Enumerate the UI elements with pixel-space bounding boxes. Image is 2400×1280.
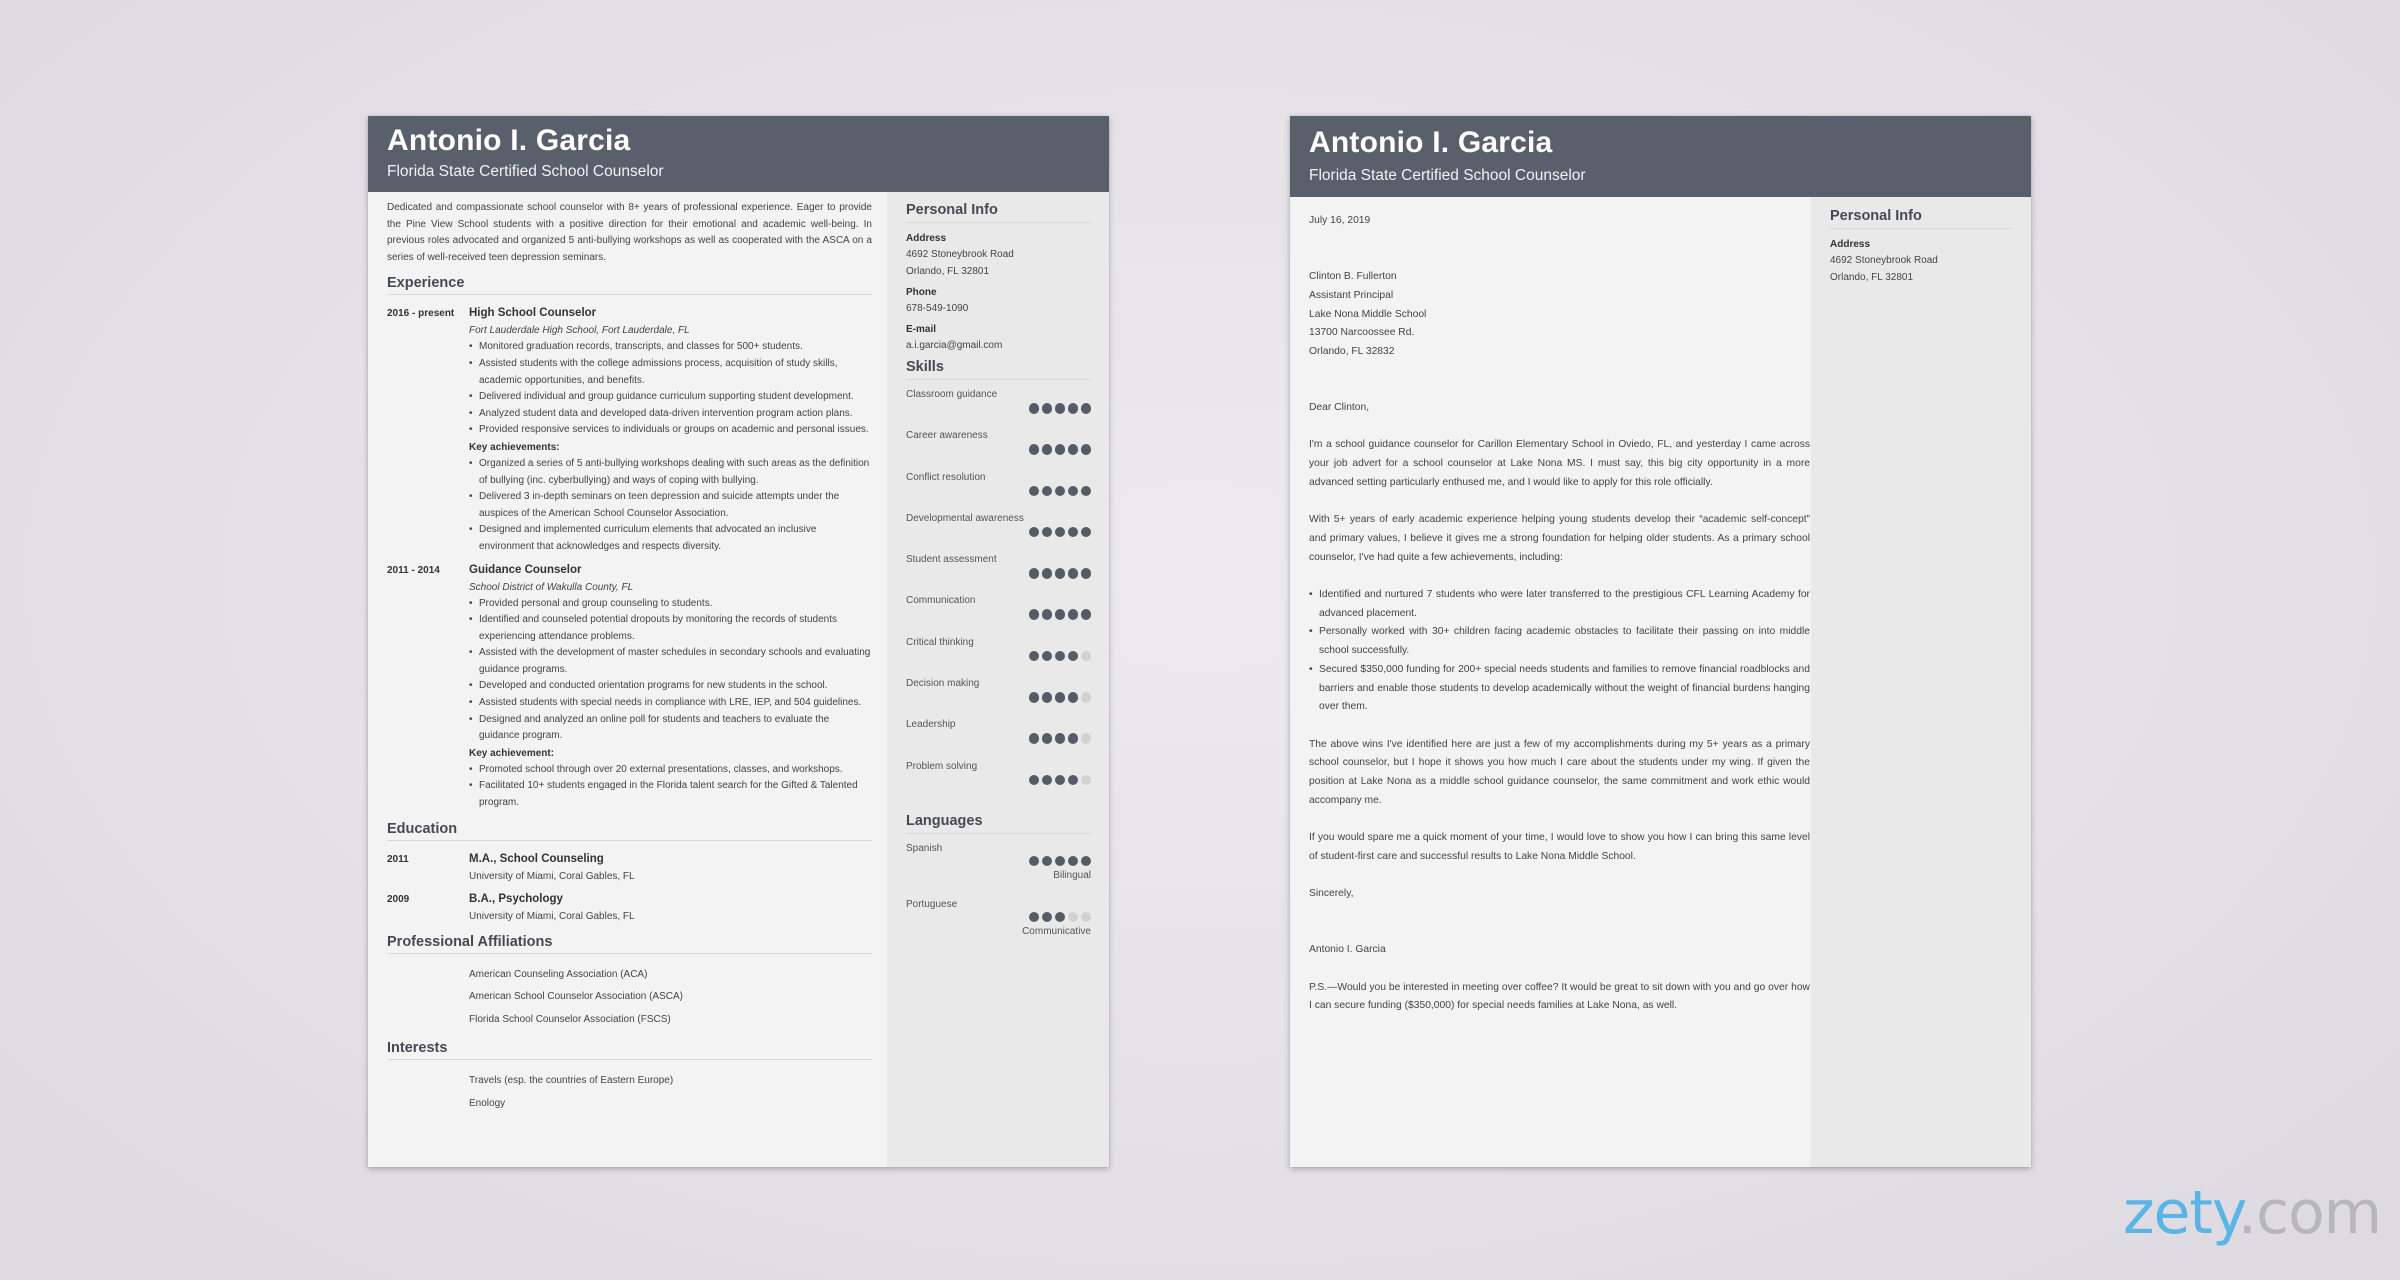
rating-dot-filled-icon bbox=[1055, 733, 1066, 744]
rating-dot-filled-icon bbox=[1042, 912, 1053, 923]
rating-dots bbox=[1029, 733, 1092, 744]
skill-item bbox=[906, 718, 1091, 759]
rating-dot-empty-icon bbox=[1081, 692, 1092, 703]
resume-title: Florida State Certified School Counselor bbox=[387, 163, 664, 180]
rating-dot-filled-icon bbox=[1068, 568, 1079, 579]
skill-name: Classroom guidance bbox=[906, 389, 998, 400]
achievement-item: • Personally worked with 30+ children facing academic obstacles to facilitate their passing on into middle school successfully. bbox=[1309, 623, 1810, 660]
rating-dot-filled-icon bbox=[1042, 775, 1053, 786]
signature: Antonio I. Garcia bbox=[1309, 944, 1386, 956]
duty-item: • Identified and counseled potential dropouts by monitoring the records of students experiencing attendance problems. bbox=[469, 612, 872, 645]
skill-name: Developmental awareness bbox=[906, 512, 1024, 524]
logo-part-zety: zety bbox=[2123, 1178, 2238, 1248]
recipient-position: Assistant Principal bbox=[1309, 289, 1394, 301]
achievements-list bbox=[1309, 586, 1810, 717]
phone-label: Phone bbox=[906, 287, 937, 298]
key-achievements bbox=[469, 762, 872, 812]
rating-dot-filled-icon bbox=[1068, 692, 1079, 703]
rating-dot-filled-icon bbox=[1081, 527, 1092, 538]
achievement-item: • Secured $350,000 funding for 200+ special needs students and families to remove financial roadblocks and barriers and enable those students to develop academically without the weight of financial burdens hanging over them. bbox=[1309, 661, 1810, 717]
closing: Sincerely, bbox=[1309, 888, 1354, 900]
address-line1: 4692 Stoneybrook Road bbox=[906, 249, 1014, 260]
rating-dot-filled-icon bbox=[1055, 568, 1066, 579]
rating-dot-filled-icon bbox=[1055, 651, 1066, 662]
rating-dot-filled-icon bbox=[1068, 403, 1079, 414]
rating-dots bbox=[1029, 651, 1092, 662]
rating-dot-filled-icon bbox=[1081, 444, 1092, 455]
greeting: Dear Clinton, bbox=[1309, 402, 1370, 413]
duty-item: • Provided responsive services to individuals or groups on academic and personal issues. bbox=[469, 422, 872, 439]
school: University of Miami, Coral Gables, FL bbox=[469, 910, 635, 922]
address-line2: Orlando, FL 32801 bbox=[906, 266, 990, 277]
languages-list bbox=[906, 842, 1091, 954]
affiliations-heading: Professional Affiliations bbox=[387, 934, 872, 954]
letter-date: July 16, 2019 bbox=[1309, 215, 1371, 226]
skill-item bbox=[906, 636, 1091, 677]
rating-dot-filled-icon bbox=[1081, 403, 1092, 414]
paragraph-intro: I'm a school guidance counselor for Carillon Elementary School in Oviedo, FL, and yesterday I came across your job advert for a school counselor at Lake Nona MS. I must say, this big city opportunity in a more advanced setting particularly enthused me, and I would like to apply for this role officially. bbox=[1309, 439, 1810, 488]
rating-dot-filled-icon bbox=[1029, 609, 1040, 620]
rating-dot-filled-icon bbox=[1042, 444, 1053, 455]
experience-heading: Experience bbox=[387, 275, 872, 295]
rating-dot-filled-icon bbox=[1029, 912, 1040, 923]
letter-header bbox=[1290, 116, 2031, 197]
job-entry bbox=[387, 562, 872, 812]
affiliation-item: American Counseling Association (ACA) bbox=[469, 968, 648, 980]
rating-dot-empty-icon bbox=[1081, 912, 1092, 923]
skill-item bbox=[906, 512, 1091, 553]
language-name: Portuguese bbox=[906, 898, 958, 910]
resume-summary: Dedicated and compassionate school counselor with 8+ years of professional experience. Eager to provide the Pine View School students with a positive direction for their emotional and academic well-being. In previous roles advocated and organized 5 anti-bullying workshops as well as cooperated with the ASCA on a series of well-received teen depression seminars. bbox=[387, 202, 872, 263]
key-achievements-heading: Key achievements: bbox=[469, 441, 560, 453]
phone-value: 678-549-1090 bbox=[906, 303, 969, 314]
education-entry bbox=[387, 851, 872, 885]
skill-name: Critical thinking bbox=[906, 636, 974, 648]
language-level: Communicative bbox=[1022, 925, 1091, 937]
paragraph-call-to-action: If you would spare me a quick moment of your time, I would love to show you how I can bring this same level of student-first care and successful results to Lake Nona Middle School. bbox=[1309, 832, 1810, 862]
skill-name: Problem solving bbox=[906, 760, 978, 772]
skill-name: Career awareness bbox=[906, 430, 988, 442]
rating-dot-empty-icon bbox=[1068, 912, 1079, 923]
key-achievements-heading: Key achievement: bbox=[469, 747, 555, 759]
duty-item: • Developed and conducted orientation programs for new students in the school. bbox=[469, 678, 872, 695]
skill-name: Communication bbox=[906, 595, 976, 607]
skill-item bbox=[906, 471, 1091, 512]
rating-dot-filled-icon bbox=[1042, 486, 1053, 497]
address-label: Address bbox=[906, 233, 947, 244]
rating-dot-filled-icon bbox=[1068, 486, 1079, 497]
rating-dot-filled-icon bbox=[1029, 775, 1040, 786]
recipient-street: 13700 Narcoossee Rd. bbox=[1309, 327, 1415, 339]
language-item bbox=[906, 842, 1091, 898]
rating-dot-filled-icon bbox=[1068, 733, 1079, 744]
skill-item bbox=[906, 677, 1091, 718]
skill-item bbox=[906, 594, 1091, 635]
rating-dot-filled-icon bbox=[1055, 486, 1066, 497]
rating-dot-filled-icon bbox=[1081, 486, 1092, 497]
rating-dot-filled-icon bbox=[1029, 444, 1040, 455]
language-name: Spanish bbox=[906, 842, 943, 854]
affiliation-item: Florida School Counselor Association (FSCS) bbox=[469, 1013, 671, 1025]
rating-dot-filled-icon bbox=[1068, 775, 1079, 786]
education-year: 2009 bbox=[387, 893, 410, 905]
skill-name: Student assessment bbox=[906, 554, 997, 566]
rating-dot-filled-icon bbox=[1042, 527, 1053, 538]
rating-dots bbox=[1029, 527, 1092, 538]
achievement-item: • Organized a series of 5 anti-bullying workshops dealing with such areas as the definition of bullying (inc. cyberbullying) and ways of coping with bullying. bbox=[469, 456, 872, 489]
rating-dot-filled-icon bbox=[1055, 403, 1066, 414]
rating-dot-filled-icon bbox=[1055, 527, 1066, 538]
achievement-item: • Delivered 3 in-depth seminars on teen depression and suicide attempts under the auspices of the American School Counselor Association. bbox=[469, 489, 872, 522]
skills-heading: Skills bbox=[906, 359, 1091, 380]
skill-name: Conflict resolution bbox=[906, 471, 986, 483]
achievement-item: • Promoted school through over 20 external presentations, classes, and workshops. bbox=[469, 762, 872, 779]
rating-dot-filled-icon bbox=[1029, 403, 1040, 414]
rating-dot-filled-icon bbox=[1029, 856, 1040, 867]
rating-dots bbox=[1029, 692, 1092, 703]
email-label: E-mail bbox=[906, 324, 937, 335]
rating-dot-filled-icon bbox=[1042, 856, 1053, 867]
degree: B.A., Psychology bbox=[469, 892, 563, 905]
address-line2: Orlando, FL 32801 bbox=[1830, 272, 1914, 283]
job-dates: 2011 - 2014 bbox=[387, 564, 440, 576]
rating-dot-filled-icon bbox=[1029, 733, 1040, 744]
recipient-block bbox=[1309, 268, 1810, 362]
letter-name: Antonio I. Garcia bbox=[1309, 126, 1553, 159]
duty-item: • Monitored graduation records, transcripts, and classes for 500+ students. bbox=[469, 339, 872, 356]
resume-main-column bbox=[387, 200, 872, 1116]
skill-name: Decision making bbox=[906, 678, 980, 690]
rating-dot-filled-icon bbox=[1068, 651, 1079, 662]
rating-dot-filled-icon bbox=[1042, 733, 1053, 744]
rating-dot-filled-icon bbox=[1081, 856, 1092, 867]
address-label: Address bbox=[1830, 239, 1871, 250]
interest-item: Enology bbox=[469, 1098, 506, 1109]
rating-dots bbox=[1029, 403, 1092, 414]
rating-dot-filled-icon bbox=[1042, 692, 1053, 703]
skill-item bbox=[906, 553, 1091, 594]
rating-dot-filled-icon bbox=[1068, 609, 1079, 620]
rating-dot-filled-icon bbox=[1029, 651, 1040, 662]
letter-sidebar bbox=[1811, 197, 2031, 1167]
interests-list bbox=[387, 1070, 872, 1115]
languages-heading: Languages bbox=[906, 813, 1091, 834]
job-duties bbox=[469, 339, 872, 439]
personal-info-heading: Personal Info bbox=[1830, 208, 2012, 229]
rating-dots bbox=[1029, 912, 1092, 923]
key-achievements bbox=[469, 456, 872, 556]
recipient-organization: Lake Nona Middle School bbox=[1309, 308, 1427, 320]
education-entry bbox=[387, 891, 872, 925]
interests-heading: Interests bbox=[387, 1040, 872, 1060]
rating-dot-empty-icon bbox=[1081, 775, 1092, 786]
rating-dots bbox=[1029, 444, 1092, 455]
degree: M.A., School Counseling bbox=[469, 852, 604, 865]
postscript: P.S.—Would you be interested in meeting over coffee? It would be great to sit down with you and go over how I can secure funding ($350,000) for special needs families at Lake Nona, as well. bbox=[1309, 981, 1810, 1012]
rating-dot-filled-icon bbox=[1042, 568, 1053, 579]
address-line1: 4692 Stoneybrook Road bbox=[1830, 255, 1938, 266]
rating-dot-filled-icon bbox=[1042, 651, 1053, 662]
job-title: Guidance Counselor bbox=[469, 563, 582, 576]
email-value: a.i.garcia@gmail.com bbox=[906, 340, 1003, 351]
paragraph-commitment: The above wins I've identified here are just a few of my accomplishments during my 5+ years as a primary school counselor, but I hope it shows you how much I care about the students under my wing. If given the position at Lake Nona as a middle school guidance counselor, the same commitment and work ethic would accompany me. bbox=[1309, 738, 1810, 806]
skill-item bbox=[906, 388, 1091, 429]
rating-dot-empty-icon bbox=[1081, 651, 1092, 662]
rating-dot-empty-icon bbox=[1081, 733, 1092, 744]
skills-list bbox=[906, 388, 1091, 801]
language-level: Bilingual bbox=[1053, 869, 1091, 881]
job-dates: 2016 - present bbox=[387, 308, 455, 320]
rating-dot-filled-icon bbox=[1068, 856, 1079, 867]
rating-dot-filled-icon bbox=[1042, 609, 1053, 620]
education-heading: Education bbox=[387, 821, 872, 841]
rating-dots bbox=[1029, 775, 1092, 786]
rating-dot-filled-icon bbox=[1042, 403, 1053, 414]
letter-title: Florida State Certified School Counselor bbox=[1309, 167, 1586, 184]
affiliations-list bbox=[387, 964, 872, 1032]
duty-item: • Assisted with the development of master schedules in secondary schools and evaluating guidance programs. bbox=[469, 645, 872, 678]
rating-dot-filled-icon bbox=[1055, 775, 1066, 786]
job-duties bbox=[469, 596, 872, 745]
resume-name: Antonio I. Garcia bbox=[387, 124, 631, 157]
recipient-name: Clinton B. Fullerton bbox=[1309, 271, 1397, 283]
school: University of Miami, Coral Gables, FL bbox=[469, 870, 635, 882]
duty-item: • Analyzed student data and developed data-driven intervention program action plans. bbox=[469, 406, 872, 423]
paragraph-experience: With 5+ years of early academic experience helping young students develop their “academic self-concept” and primary values, I believe it gives me a strong foundation for helping older students. As a primary school counselor, I've had quite a few achievements, including: bbox=[1309, 514, 1810, 563]
rating-dot-filled-icon bbox=[1029, 486, 1040, 497]
cover-letter-page bbox=[1290, 116, 2031, 1167]
job-entry bbox=[387, 305, 872, 555]
achievement-item: • Identified and nurtured 7 students who were later transferred to the prestigious CFL Learning Academy for advanced placement. bbox=[1309, 586, 1810, 623]
duty-item: • Delivered individual and group guidance curriculum supporting student development. bbox=[469, 389, 872, 406]
resume-page bbox=[368, 116, 1109, 1167]
rating-dots bbox=[1029, 609, 1092, 620]
recipient-city: Orlando, FL 32832 bbox=[1309, 345, 1395, 357]
duty-item: • Assisted students with the college admissions process, acquisition of study skills, academic opportunities, and benefits. bbox=[469, 356, 872, 389]
duty-item: • Designed and analyzed an online poll for students and teachers to evaluate the guidance program. bbox=[469, 712, 872, 745]
job-organization: School District of Wakulla County, FL bbox=[469, 581, 634, 593]
logo-part-com: .com bbox=[2237, 1178, 2382, 1248]
skill-name: Leadership bbox=[906, 719, 956, 731]
achievement-item: • Facilitated 10+ students engaged in the Florida talent search for the Gifted & Talented program. bbox=[469, 778, 872, 811]
rating-dot-filled-icon bbox=[1029, 527, 1040, 538]
rating-dot-filled-icon bbox=[1055, 609, 1066, 620]
rating-dot-filled-icon bbox=[1055, 856, 1066, 867]
rating-dot-filled-icon bbox=[1055, 912, 1066, 923]
affiliation-item: American School Counselor Association (ASCA) bbox=[469, 991, 683, 1003]
skill-item bbox=[906, 760, 1091, 801]
job-title: High School Counselor bbox=[469, 307, 597, 320]
duty-item: • Assisted students with special needs in compliance with LRE, IEP, and 504 guidelines. bbox=[469, 695, 872, 712]
language-item bbox=[906, 898, 1091, 954]
rating-dot-filled-icon bbox=[1055, 444, 1066, 455]
education-year: 2011 bbox=[387, 853, 409, 865]
duty-item: • Provided personal and group counseling to students. bbox=[469, 596, 872, 613]
rating-dot-filled-icon bbox=[1055, 692, 1066, 703]
rating-dots bbox=[1029, 486, 1092, 497]
resume-sidebar bbox=[887, 192, 1109, 1167]
job-organization: Fort Lauderdale High School, Fort Lauderdale, FL bbox=[469, 325, 690, 337]
rating-dot-filled-icon bbox=[1068, 444, 1079, 455]
rating-dots bbox=[1029, 856, 1092, 867]
rating-dot-filled-icon bbox=[1081, 568, 1092, 579]
rating-dot-filled-icon bbox=[1081, 609, 1092, 620]
resume-header bbox=[368, 116, 1109, 192]
personal-info-heading: Personal Info bbox=[906, 202, 1091, 223]
skill-item bbox=[906, 429, 1091, 470]
letter-body bbox=[1309, 212, 1810, 1016]
interest-item: Travels (esp. the countries of Eastern Europe) bbox=[469, 1075, 674, 1087]
rating-dot-filled-icon bbox=[1029, 568, 1040, 579]
rating-dot-filled-icon bbox=[1029, 692, 1040, 703]
zety-logo bbox=[2123, 1178, 2381, 1248]
rating-dot-filled-icon bbox=[1068, 527, 1079, 538]
achievement-item: • Designed and implemented curriculum elements that advocated an inclusive environment that acknowledges and respects diversity. bbox=[469, 522, 872, 555]
rating-dots bbox=[1029, 568, 1092, 579]
